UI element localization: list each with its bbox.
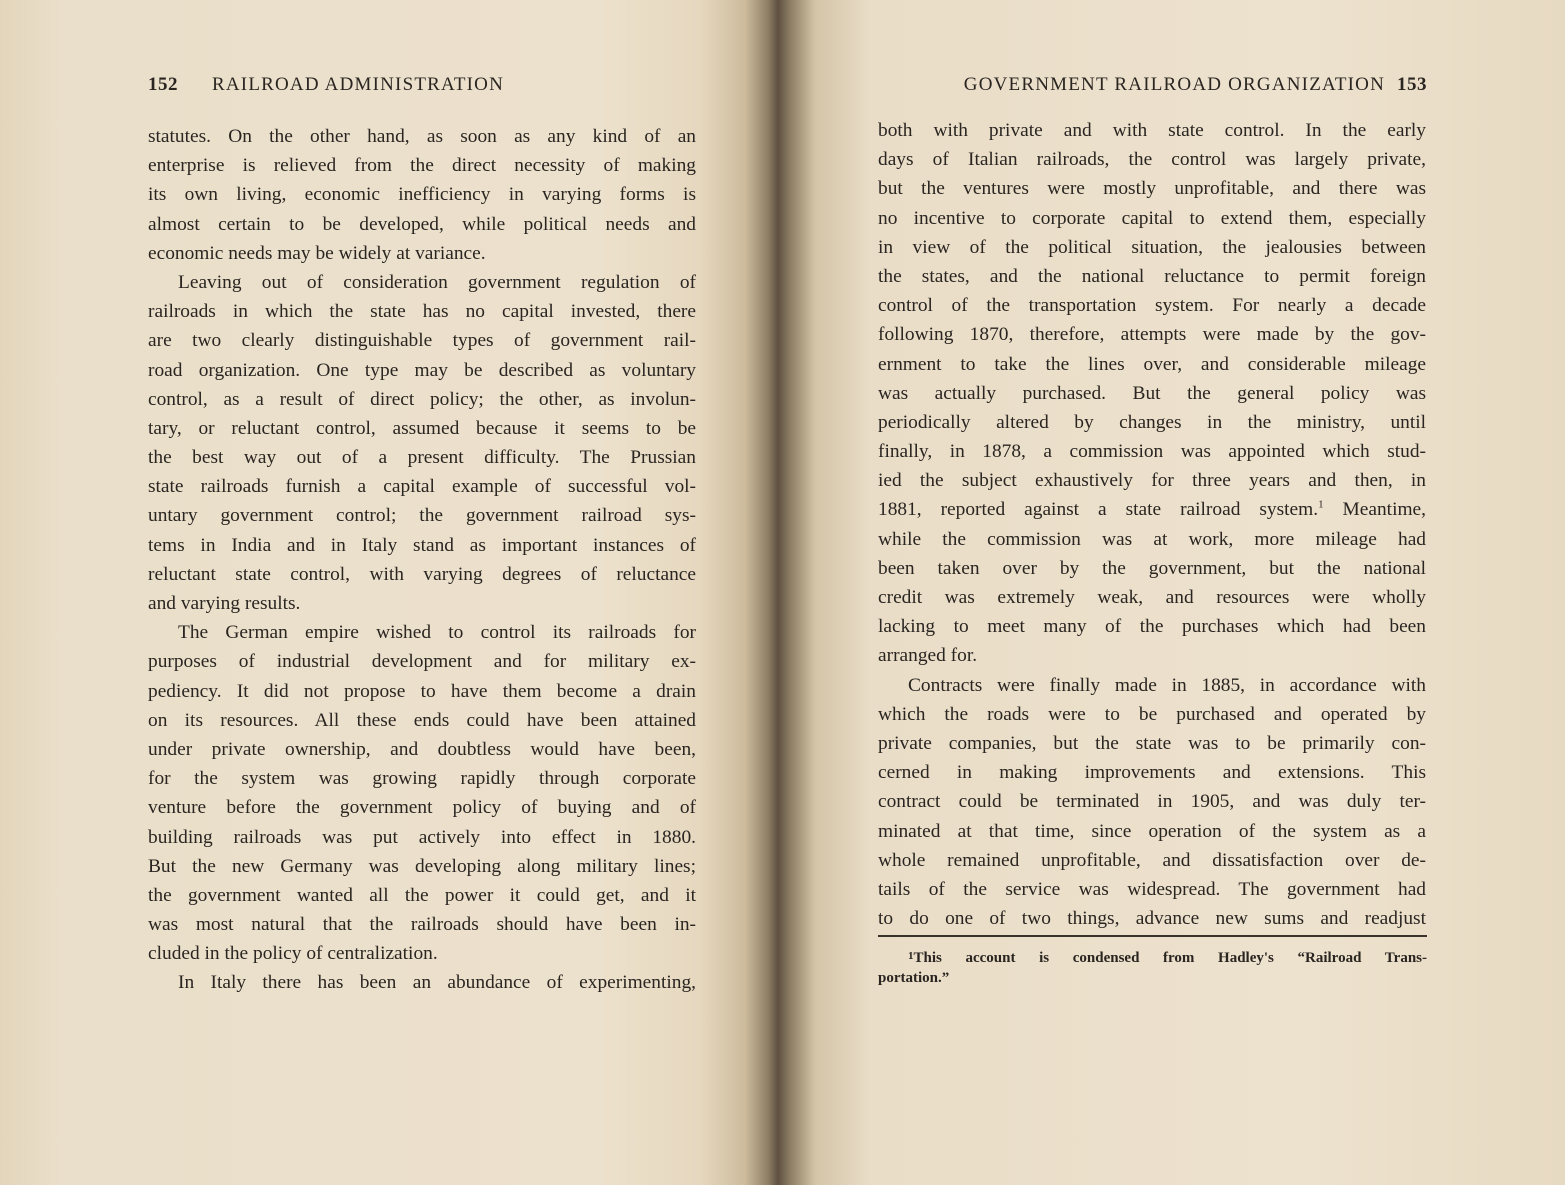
footnote-line: portation.” bbox=[878, 970, 950, 986]
text-line: which the roads were to be purchased and operated by bbox=[878, 703, 1426, 725]
text-line: minated at that time, since operation of the system as a bbox=[878, 820, 1426, 842]
footnote-marker: 1 bbox=[908, 950, 914, 962]
right-running-title: GOVERNMENT RAILROAD ORGANIZATION bbox=[963, 74, 1385, 95]
text-line: private companies, but the state was to be primarily con- bbox=[878, 732, 1426, 754]
left-body-text bbox=[148, 122, 696, 998]
text-line: but the ventures were mostly unprofitable, and there was bbox=[878, 178, 1426, 200]
text-line: contract could be terminated in 1905, and was duly ter- bbox=[878, 791, 1426, 813]
text-line: the states, and the national reluctance to permit foreign bbox=[878, 265, 1426, 287]
text-line: in view of the political situation, the jealousies between bbox=[878, 236, 1426, 258]
text-line: Leaving out of consideration government regulation of bbox=[178, 271, 696, 293]
text-line: tary, or reluctant control, assumed because it seems to be bbox=[148, 417, 696, 439]
text-line: under private ownership, and doubtless would have been, bbox=[148, 738, 696, 760]
text-line: cerned in making improvements and extensions. This bbox=[878, 762, 1426, 784]
right-page-number: 153 bbox=[1397, 74, 1427, 95]
text-line-end: Meantime, bbox=[1342, 499, 1426, 521]
text-line: economic needs may be widely at variance. bbox=[148, 242, 486, 264]
left-running-head bbox=[148, 74, 698, 96]
text-line: tems in India and in Italy stand as important instances of bbox=[148, 534, 696, 556]
text-line: was actually purchased. But the general policy was bbox=[878, 382, 1426, 404]
left-page bbox=[0, 0, 770, 1185]
text-line: ied the subject exhaustively for three years and then, in bbox=[878, 470, 1426, 492]
text-line: whole remained unprofitable, and dissatisfaction over de- bbox=[878, 849, 1426, 871]
text-line-start: 1881, reported against a state railroad system. bbox=[878, 499, 1319, 521]
right-page bbox=[790, 0, 1565, 1185]
right-body-text bbox=[878, 116, 1426, 933]
text-line: purposes of industrial development and for military ex- bbox=[148, 651, 696, 673]
text-line: and varying results. bbox=[148, 593, 301, 614]
text-line: almost certain to be developed, while political needs and bbox=[148, 213, 696, 235]
text-line: building railroads was put actively into effect in 1880. bbox=[148, 826, 696, 848]
text-line: the best way out of a present difficulty. The Prussian bbox=[148, 447, 696, 469]
text-line: Contracts were finally made in 1885, in accordance with bbox=[908, 674, 1426, 696]
text-line: ernment to take the lines over, and considerable mileage bbox=[878, 353, 1426, 375]
text-line: been taken over by the government, but the national bbox=[878, 557, 1426, 579]
text-line: In Italy there has been an abundance of experimenting, bbox=[178, 972, 696, 994]
text-line: The German empire wished to control its railroads for bbox=[178, 622, 696, 644]
text-line: was most natural that the railroads should have been in- bbox=[148, 914, 696, 936]
text-line: on its resources. All these ends could have been attained bbox=[148, 709, 696, 731]
text-line: periodically altered by changes in the ministry, until bbox=[878, 411, 1426, 433]
text-line: while the commission was at work, more mileage had bbox=[878, 528, 1426, 550]
text-line: the government wanted all the power it could get, and it bbox=[148, 884, 696, 906]
text-line: control, as a result of direct policy; the other, as involun- bbox=[148, 388, 696, 410]
text-line: control of the transportation system. For nearly a decade bbox=[878, 295, 1426, 317]
text-line: pediency. It did not propose to have them become a drain bbox=[148, 680, 696, 702]
text-line: lacking to meet many of the purchases which had been bbox=[878, 616, 1426, 638]
text-line: for the system was growing rapidly through corporate bbox=[148, 768, 696, 790]
text-line: following 1870, therefore, attempts were made by the gov- bbox=[878, 324, 1426, 346]
text-line: its own living, economic inefficiency in varying forms is bbox=[148, 184, 696, 206]
left-running-title: RAILROAD ADMINISTRATION bbox=[212, 74, 505, 95]
text-line: railroads in which the state has no capital invested, there bbox=[148, 301, 696, 323]
text-line: untary government control; the government railroad sys- bbox=[148, 505, 696, 527]
text-line: venture before the government policy of buying and of bbox=[148, 797, 696, 819]
text-line: both with private and with state control. In the early bbox=[878, 120, 1426, 141]
text-line-with-footnote bbox=[878, 495, 1426, 524]
right-running-head bbox=[897, 74, 1427, 96]
text-line: statutes. On the other hand, as soon as any kind of an bbox=[148, 126, 696, 147]
footnote-divider bbox=[878, 935, 1427, 937]
text-line: state railroads furnish a capital example of successful vol- bbox=[148, 476, 696, 498]
text-line: arranged for. bbox=[878, 645, 978, 667]
footnote-text: This account is condensed from Hadley's “Railroad Trans- bbox=[913, 950, 1427, 966]
footnote-line bbox=[878, 945, 1427, 967]
text-line: tails of the service was widespread. The government had bbox=[878, 878, 1426, 900]
text-line: no incentive to corporate capital to extend them, especially bbox=[878, 207, 1426, 229]
text-line: finally, in 1878, a commission was appointed which stud- bbox=[878, 441, 1426, 463]
footnote-reference: 1 bbox=[1318, 498, 1324, 511]
text-line: are two clearly distinguishable types of government rail- bbox=[148, 330, 696, 352]
text-line: credit was extremely weak, and resources were wholly bbox=[878, 587, 1426, 608]
text-line: enterprise is relieved from the direct necessity of making bbox=[148, 155, 696, 177]
text-line: reluctant state control, with varying degrees of reluctance bbox=[148, 563, 696, 585]
text-line: days of Italian railroads, the control was largely private, bbox=[878, 149, 1426, 171]
text-line: road organization. One type may be described as voluntary bbox=[148, 359, 696, 381]
text-line: to do one of two things, advance new sums and readjust bbox=[878, 908, 1426, 930]
left-page-number: 152 bbox=[148, 74, 178, 95]
footnote bbox=[878, 945, 1427, 989]
text-line: cluded in the policy of centralization. bbox=[148, 943, 438, 965]
text-line: But the new Germany was developing along military lines; bbox=[148, 855, 696, 877]
